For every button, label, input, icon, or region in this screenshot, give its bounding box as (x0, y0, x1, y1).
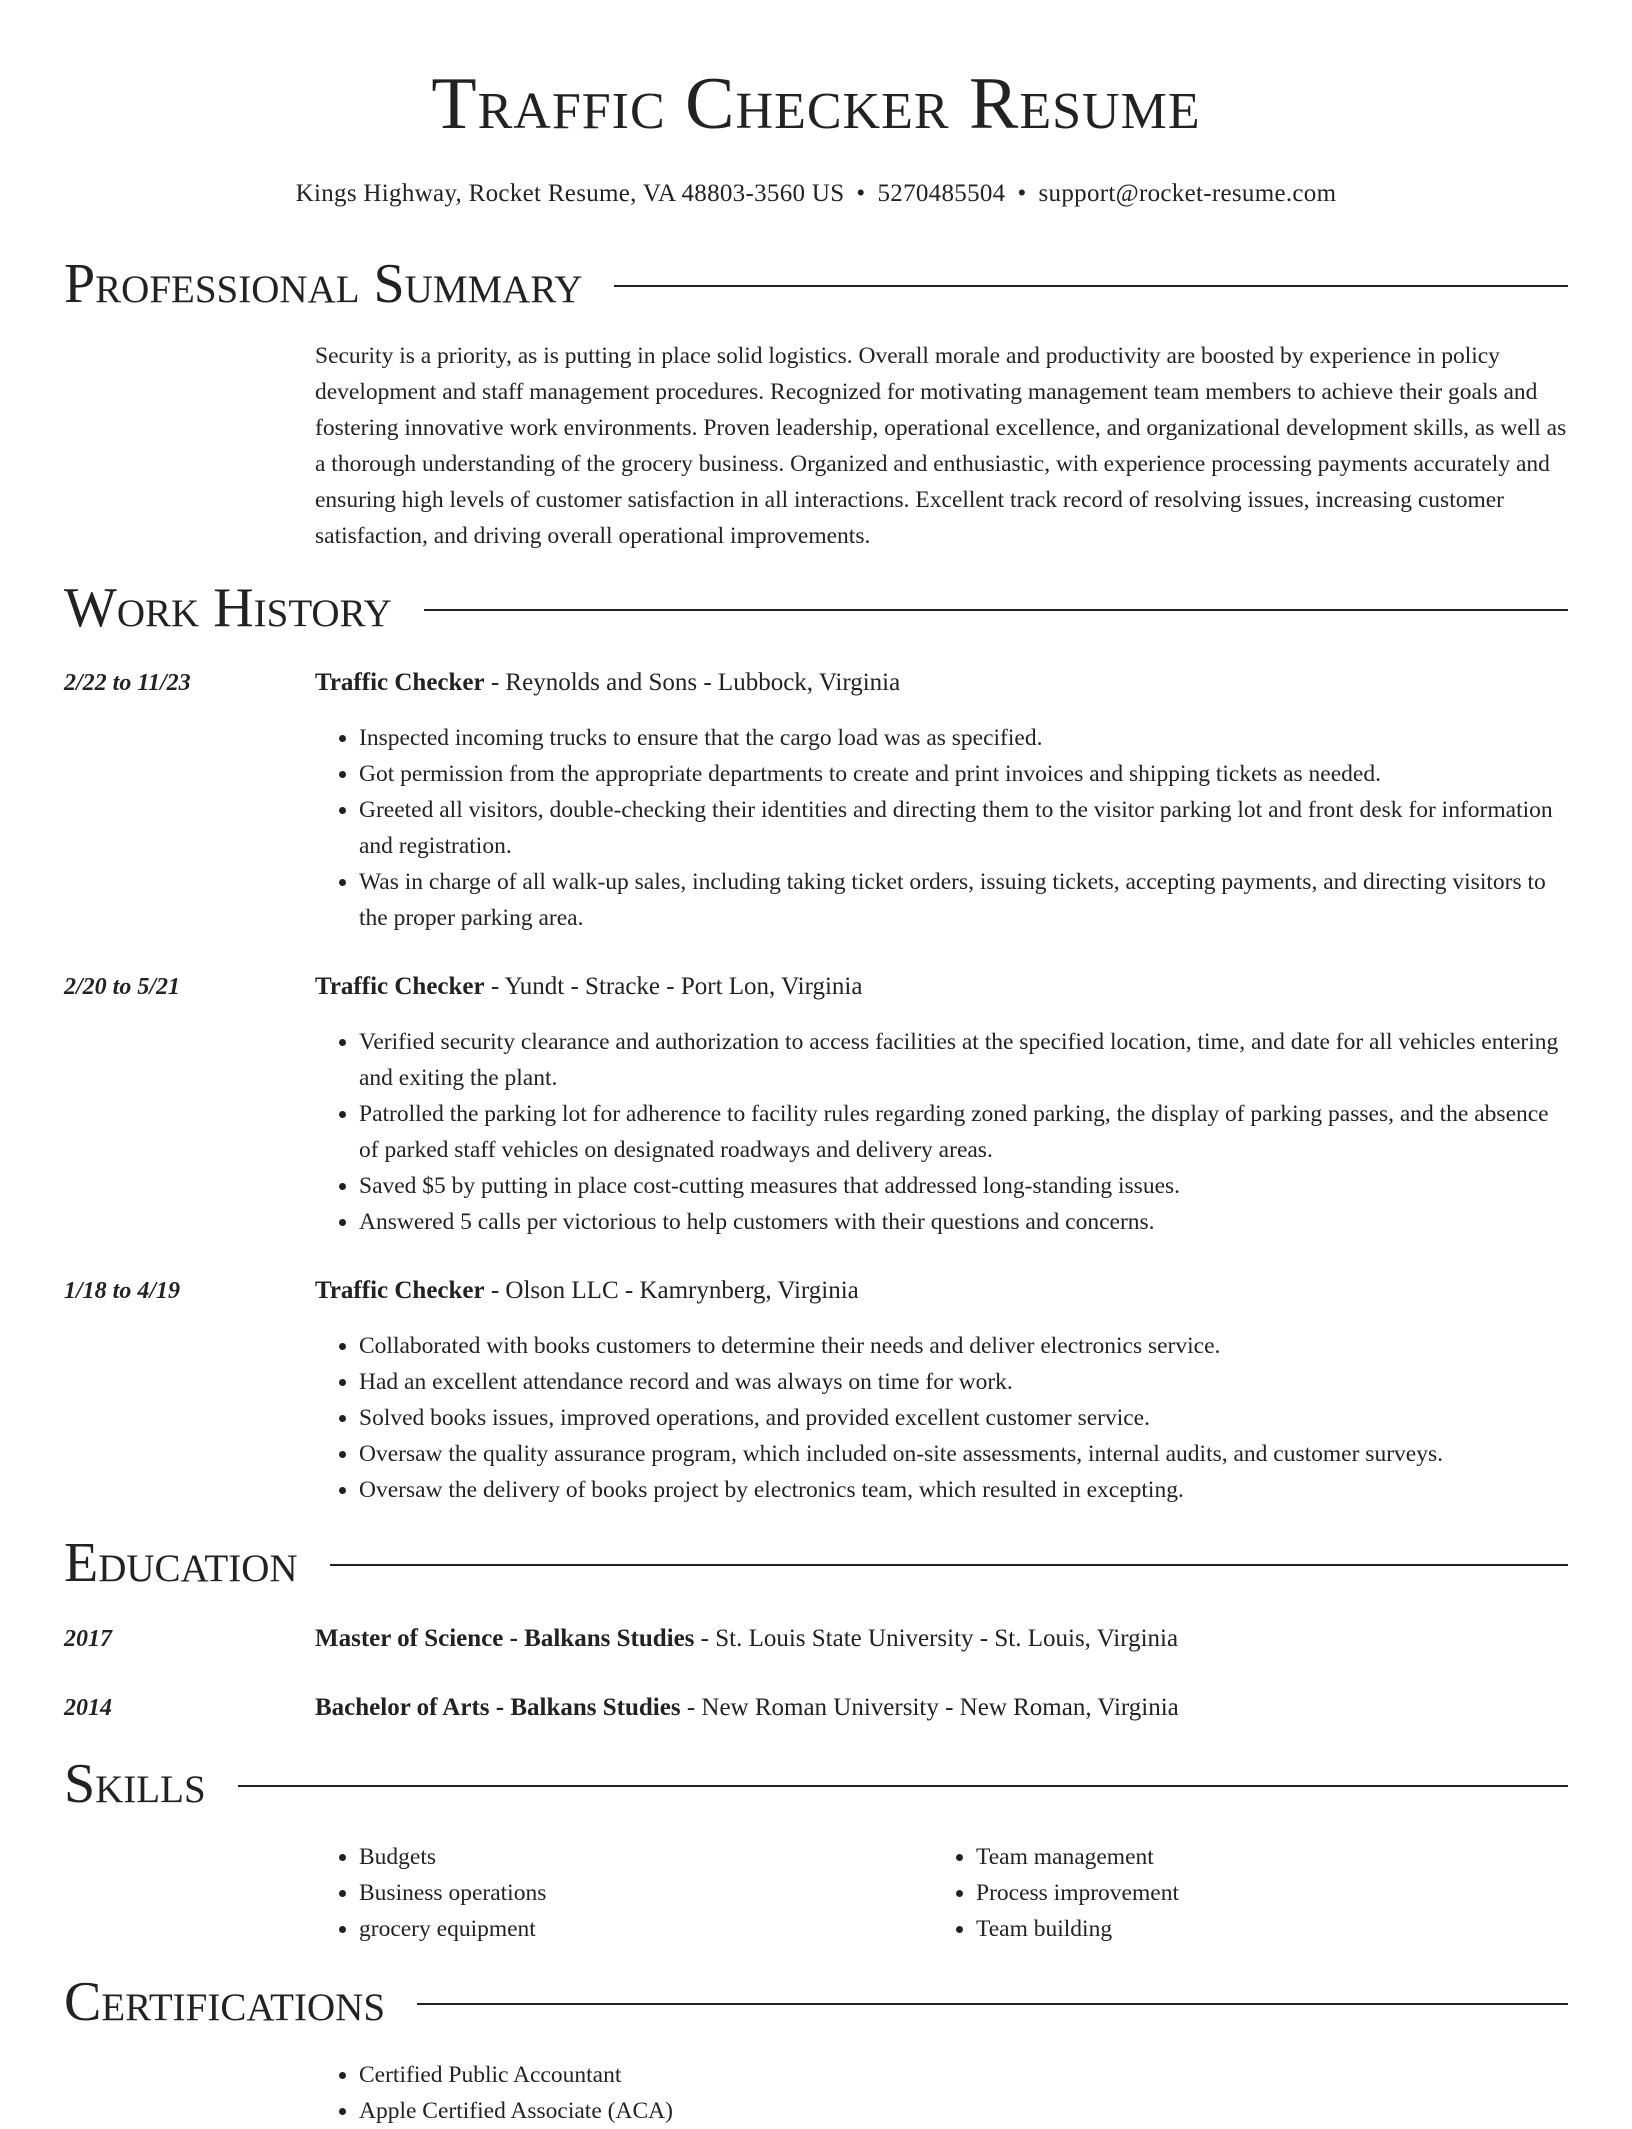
education-year: 2017 (64, 1626, 112, 1652)
skill-item: • grocery equipment (359, 1911, 932, 1947)
list-item: • Verified security clearance and authorization to access facilities at the specified location, time, and date for all vehicles entering and exiting the plant. (359, 1024, 1568, 1096)
education-entry (315, 1690, 1568, 1726)
contact-address: Kings Highway, Rocket Resume, VA 48803-3560 US (295, 180, 845, 207)
skill-item: • Business operations (359, 1875, 932, 1911)
skill-item: • Team building (976, 1911, 1568, 1947)
list-item: • Was in charge of all walk-up sales, including taking ticket orders, issuing tickets, accepting payments, and directing visitors to the proper parking area. (359, 864, 1568, 936)
skills-section-header (64, 1752, 1568, 1816)
certification-item: • Apple Certified Associate (ACA) (359, 2093, 1568, 2129)
contact-line (64, 178, 1568, 210)
job-role: Traffic Checker (315, 973, 485, 1000)
list-item: • Saved $5 by putting in place cost-cutting measures that addressed long-standing issues. (359, 1168, 1568, 1204)
summary-section-header (64, 252, 1568, 316)
section-divider (238, 1785, 1568, 1787)
skills-list-right (932, 1839, 1568, 1947)
contact-separator: • (1017, 180, 1027, 207)
certifications-section-header (64, 1970, 1568, 2034)
section-divider (614, 285, 1568, 287)
job-dates: 1/18 to 4/19 (64, 1278, 181, 1304)
education-section-title: Education (64, 1532, 298, 1594)
skill-item: • Budgets (359, 1839, 932, 1875)
education-degree: Master of Science - Balkans Studies (315, 1625, 695, 1652)
job-details: - Yundt - Stracke - Port Lon, Virginia (484, 973, 863, 1000)
job-role: Traffic Checker (315, 1277, 485, 1304)
list-item: • Greeted all visitors, double-checking their identities and directing them to the visitor parking lot and front desk for information and registration. (359, 792, 1568, 864)
education-details: - St. Louis State University - St. Louis, Virginia (694, 1625, 1179, 1652)
list-item: • Collaborated with books customers to determine their needs and deliver electronics service. (359, 1328, 1568, 1364)
contact-phone: 5270485504 (877, 180, 1006, 207)
list-item: • Had an excellent attendance record and was always on time for work. (359, 1364, 1568, 1400)
section-divider (417, 2003, 1568, 2005)
skill-item: • Team management (976, 1839, 1568, 1875)
job-role: Traffic Checker (315, 669, 485, 696)
list-item: • Inspected incoming trucks to ensure that the cargo load was as specified. (359, 720, 1568, 756)
job-title-line (315, 1273, 1568, 1309)
list-item: • Patrolled the parking lot for adherence to facility rules regarding zoned parking, the display of parking passes, and the absence of parked staff vehicles on designated roadways and delivery areas. (359, 1096, 1568, 1168)
work-section-header (64, 576, 1568, 640)
list-item: • Solved books issues, improved operations, and provided excellent customer service. (359, 1400, 1568, 1436)
certifications-list (315, 2057, 1568, 2129)
resume-title: Traffic Checker Resume (431, 63, 1201, 145)
contact-email: support@rocket-resume.com (1038, 180, 1337, 207)
job-bullets (315, 1328, 1568, 1508)
summary-text: Security is a priority, as is putting in place solid logistics. Overall morale and productivity are boosted by experience in policy development and staff management procedures. Recognized for motivating management team members to achieve their goals and fostering innovative work environments. Proven leadership, operational excellence, and organizational development skills, as well as a thorough understanding of the grocery business. Organized and enthusiastic, with experience processing payments accurately and ensuring high levels of customer satisfaction in all interactions. Excellent track record of resolving issues, increasing customer satisfaction, and driving overall operational improvements. (315, 343, 1567, 549)
job-bullets (315, 720, 1568, 936)
skills-section-title: Skills (64, 1753, 206, 1815)
education-section-header (64, 1531, 1568, 1595)
section-divider (330, 1564, 1568, 1566)
education-details: - New Roman University - New Roman, Virginia (680, 1694, 1179, 1721)
education-year: 2014 (64, 1695, 112, 1721)
list-item: • Oversaw the quality assurance program, which included on-site assessments, internal audits, and customer surveys. (359, 1436, 1568, 1472)
job-dates: 2/20 to 5/21 (64, 974, 181, 1000)
summary-section-title: Professional Summary (64, 253, 583, 315)
skills-list-left (315, 1839, 932, 1947)
work-section-title: Work History (64, 577, 392, 639)
job-title-line (315, 665, 1568, 701)
education-degree: Bachelor of Arts - Balkans Studies (315, 1694, 681, 1721)
section-divider (424, 609, 1568, 611)
job-bullets (315, 1024, 1568, 1240)
list-item: • Oversaw the delivery of books project by electronics team, which resulted in excepting. (359, 1472, 1568, 1508)
job-dates: 2/22 to 11/23 (64, 670, 191, 696)
education-entry (315, 1621, 1568, 1657)
skill-item: • Process improvement (976, 1875, 1568, 1911)
job-details: - Reynolds and Sons - Lubbock, Virginia (484, 669, 901, 696)
job-details: - Olson LLC - Kamrynberg, Virginia (484, 1277, 859, 1304)
contact-separator: • (856, 180, 866, 207)
certification-item: • Certified Public Accountant (359, 2057, 1568, 2093)
list-item: • Got permission from the appropriate departments to create and print invoices and shipping tickets as needed. (359, 756, 1568, 792)
certifications-section-title: Certifications (64, 1971, 386, 2033)
resume-page (64, 0, 1568, 2124)
job-title-line (315, 969, 1568, 1005)
list-item: • Answered 5 calls per victorious to help customers with their questions and concerns. (359, 1204, 1568, 1240)
